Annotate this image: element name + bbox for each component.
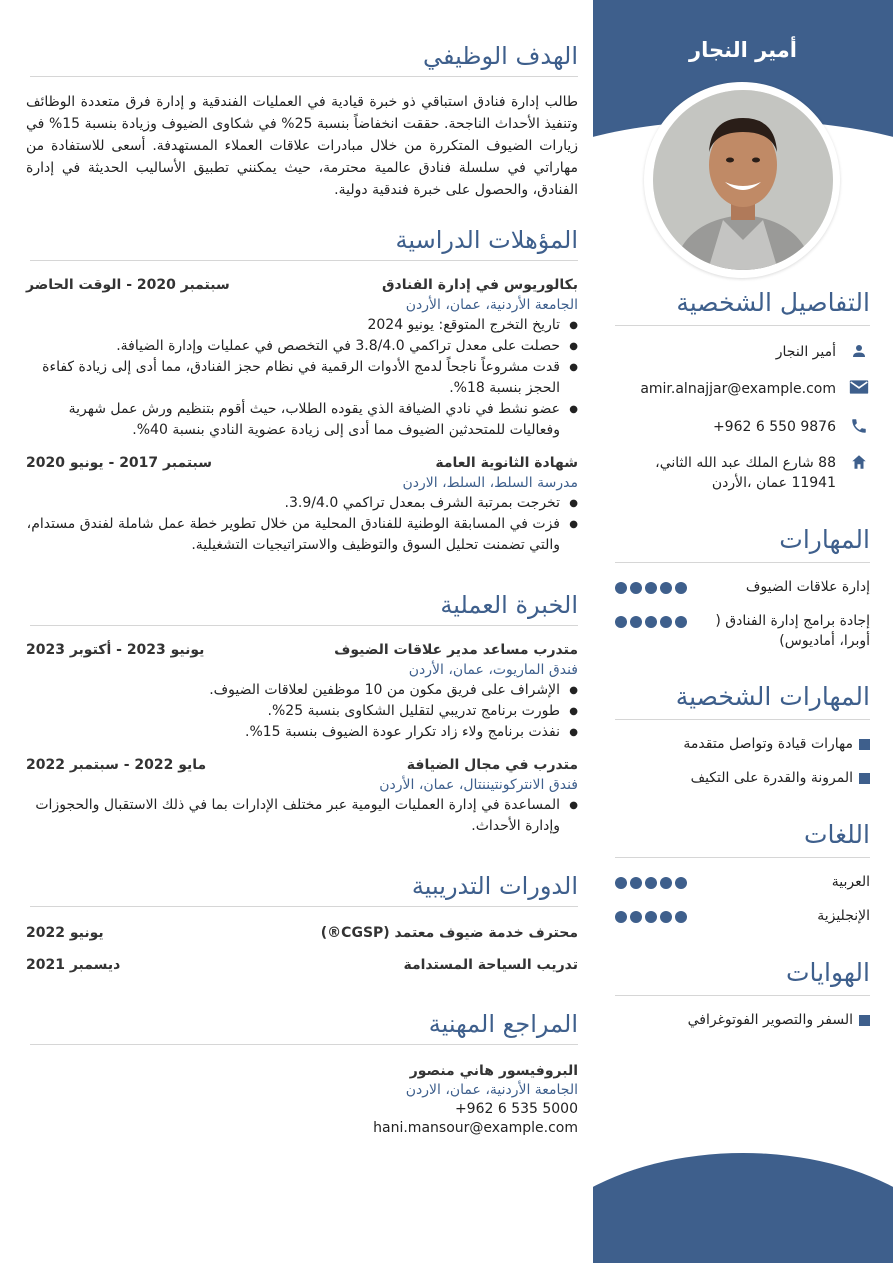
bullet-item: ● قدت مشروعاً ناجحاً لدمج الأدوات الرقمية في نظام حجز الفنادق، مما أدى إلى زيادة كفاءة الحجز بنسبة 18%. bbox=[26, 357, 560, 399]
reference-name: البروفيسور هاني منصور bbox=[409, 1063, 578, 1079]
language-rating bbox=[615, 877, 687, 889]
courses-section bbox=[22, 872, 578, 973]
skill-rating bbox=[615, 582, 687, 594]
languages-title: اللغات bbox=[615, 820, 870, 858]
bullet-item: ● فزت في المسابقة الوطنية للفنادق المحلية من خلال تطوير خطة عمل شاملة لفندق مستدام، والتي تضمنت تحليل السوق والتوظيف والاستراتيجيات التشغيلية. bbox=[26, 514, 560, 556]
detail-phone[interactable]: +962 6 550 9876 bbox=[712, 419, 836, 435]
detail-name-row bbox=[615, 342, 870, 362]
bullet-square-icon bbox=[859, 773, 870, 784]
personal-details-section bbox=[615, 288, 870, 493]
reference-email-text[interactable]: hani.mansour@example.com bbox=[373, 1120, 578, 1136]
objective-title: الهدف الوظيفي bbox=[30, 42, 578, 77]
personal-details-title: التفاصيل الشخصية bbox=[615, 288, 870, 326]
sidebar-footer-band bbox=[593, 1153, 893, 1263]
reference-organization: الجامعة الأردنية، عمان، الاردن bbox=[405, 1082, 578, 1098]
entry-institution: مدرسة السلط، السلط، الاردن bbox=[402, 475, 578, 491]
skill-item bbox=[615, 577, 870, 597]
entry-dates: سبتمبر 2020 - الوقت الحاضر bbox=[26, 277, 230, 293]
course-item bbox=[26, 957, 578, 973]
detail-email-row bbox=[615, 379, 870, 399]
entry-bullets bbox=[26, 493, 578, 556]
language-item bbox=[615, 906, 870, 926]
experience-entry bbox=[26, 642, 578, 743]
profile-name: أمير النجار bbox=[689, 38, 797, 62]
phone-icon bbox=[848, 417, 870, 435]
bullet-item: ● تاريخ التخرج المتوقع: يونيو 2024 bbox=[26, 315, 560, 336]
detail-address: 88 شارع الملك عبد الله الثاني، 11941 عمان ،الأردن bbox=[655, 455, 836, 491]
soft-skills-title: المهارات الشخصية bbox=[615, 682, 870, 720]
soft-skill-item bbox=[615, 768, 870, 788]
hobby-label: السفر والتصوير الفوتوغرافي bbox=[687, 1012, 853, 1028]
bullet-item: ● حصلت على معدل تراكمي 3.8/4.0 في التخصص في عمليات وإدارة الضيافة. bbox=[26, 336, 560, 357]
course-date: ديسمبر 2021 bbox=[26, 957, 121, 973]
education-entry bbox=[26, 277, 578, 441]
soft-skills-section bbox=[615, 682, 870, 788]
entry-dates: يونيو 2023 - أكتوبر 2023 bbox=[26, 642, 205, 658]
objective-text: طالب إدارة فنادق استباقي ذو خبرة قيادية في العمليات الفندقية و إدارة فرق متعددة الوظائف وتنفيذ الأحداث الناجحة. حققت انخفاضاً بنسبة 25% في شكاوى الضيوف وزيادة بنسبة 15% في زيارات الضيوف المتكررة من خلال مبادرات علاقات العملاء المستهدفة. أسعى للاستفادة من مهاراتي في سلسلة فنادق عالمية محترمة، حيث يمكنني تطبيق الأساليب الحديثة في إدارة الفنادق، والحصول على خبرة فندقية دولية. bbox=[26, 94, 578, 198]
education-title: المؤهلات الدراسية bbox=[30, 226, 578, 261]
skill-rating bbox=[615, 616, 687, 628]
entry-bullets bbox=[26, 315, 578, 441]
entry-institution: الجامعة الأردنية، عمان، الأردن bbox=[405, 297, 578, 313]
detail-name: أمير النجار bbox=[775, 344, 836, 360]
entry-dates: سبتمبر 2017 - يونيو 2020 bbox=[26, 455, 213, 471]
course-name: تدريب السياحة المستدامة bbox=[403, 957, 578, 973]
references-section bbox=[22, 1010, 578, 1136]
objective-section bbox=[22, 42, 578, 201]
bullet-square-icon bbox=[859, 1015, 870, 1026]
hobbies-title: الهوايات bbox=[615, 958, 870, 996]
detail-email[interactable]: amir.alnajjar@example.com bbox=[640, 381, 836, 397]
detail-address-row bbox=[615, 453, 870, 493]
reference-phone-text[interactable]: +962 6 535 5000 bbox=[454, 1101, 578, 1117]
entry-dates: مايو 2022 - سبتمبر 2022 bbox=[26, 757, 207, 773]
bullet-item: ● المساعدة في إدارة العمليات اليومية عبر مختلف الإدارات بما في ذلك الاستقبال والحجوزات وإدارة الأحداث. bbox=[26, 795, 560, 837]
skill-label: إجادة برامج إدارة الفنادق ( أوبرا، أماديوس) bbox=[715, 613, 870, 649]
skill-item bbox=[615, 611, 870, 651]
bullet-square-icon bbox=[859, 739, 870, 750]
soft-skill-label: مهارات قيادة وتواصل متقدمة bbox=[683, 736, 853, 752]
bullet-item: ● عضو نشط في نادي الضيافة الذي يقوده الطلاب، حيث أقوم بتنظيم ورش عمل شهرية وفعاليات للمتحدثين الضيوف مما أدى إلى زيادة عضوية النادي بنسبة 40%. bbox=[26, 399, 560, 441]
language-item bbox=[615, 872, 870, 892]
entry-title: متدرب في مجال الضيافة bbox=[406, 757, 578, 773]
entry-organization: فندق الماريوت، عمان، الأردن bbox=[408, 662, 578, 678]
languages-section bbox=[615, 820, 870, 926]
sidebar bbox=[593, 0, 893, 1263]
mail-icon bbox=[848, 379, 870, 395]
course-item bbox=[26, 925, 578, 941]
entry-organization: فندق الانتركونتيننتال، عمان، الأردن bbox=[379, 777, 578, 793]
entry-title: شهادة الثانوية العامة bbox=[435, 455, 578, 471]
skills-title: المهارات bbox=[615, 525, 870, 563]
bullet-item: ● الإشراف على فريق مكون من 10 موظفين لعلاقات الضيوف. bbox=[26, 680, 560, 701]
detail-phone-row bbox=[615, 417, 870, 437]
language-label: العربية bbox=[831, 874, 870, 890]
entry-bullets bbox=[26, 795, 578, 837]
reference-phone[interactable] bbox=[22, 1101, 578, 1117]
courses-title: الدورات التدريبية bbox=[30, 872, 578, 907]
reference-email[interactable] bbox=[22, 1120, 578, 1136]
bullet-item: ● نفذت برنامج ولاء زاد تكرار عودة الضيوف بنسبة 15%. bbox=[26, 722, 560, 743]
course-name: محترف خدمة ضيوف معتمد (CGSP®) bbox=[320, 925, 578, 941]
references-title: المراجع المهنية bbox=[30, 1010, 578, 1045]
hobby-item bbox=[615, 1010, 870, 1030]
entry-title: بكالوريوس في إدارة الفنادق bbox=[382, 277, 578, 293]
education-section bbox=[22, 226, 578, 556]
experience-entry bbox=[26, 757, 578, 837]
entry-bullets bbox=[26, 680, 578, 743]
experience-section bbox=[22, 591, 578, 837]
soft-skill-label: المرونة والقدرة على التكيف bbox=[690, 770, 853, 786]
experience-title: الخبرة العملية bbox=[30, 591, 578, 626]
home-icon bbox=[848, 453, 870, 471]
person-icon bbox=[848, 342, 870, 360]
bullet-item: ● طورت برنامج تدريبي لتقليل الشكاوى بنسبة 25%. bbox=[26, 701, 560, 722]
soft-skill-item bbox=[615, 734, 870, 754]
hobbies-section bbox=[615, 958, 870, 1030]
course-date: يونيو 2022 bbox=[26, 925, 104, 941]
skill-label: إدارة علاقات الضيوف bbox=[745, 579, 870, 595]
language-label: الإنجليزية bbox=[817, 908, 870, 924]
entry-title: متدرب مساعد مدير علاقات الضيوف bbox=[334, 642, 578, 658]
profile-photo bbox=[653, 90, 833, 270]
skills-section bbox=[615, 525, 870, 651]
bullet-item: ● تخرجت بمرتبة الشرف بمعدل تراكمي 3.9/4.0. bbox=[26, 493, 560, 514]
language-rating bbox=[615, 911, 687, 923]
education-entry bbox=[26, 455, 578, 556]
